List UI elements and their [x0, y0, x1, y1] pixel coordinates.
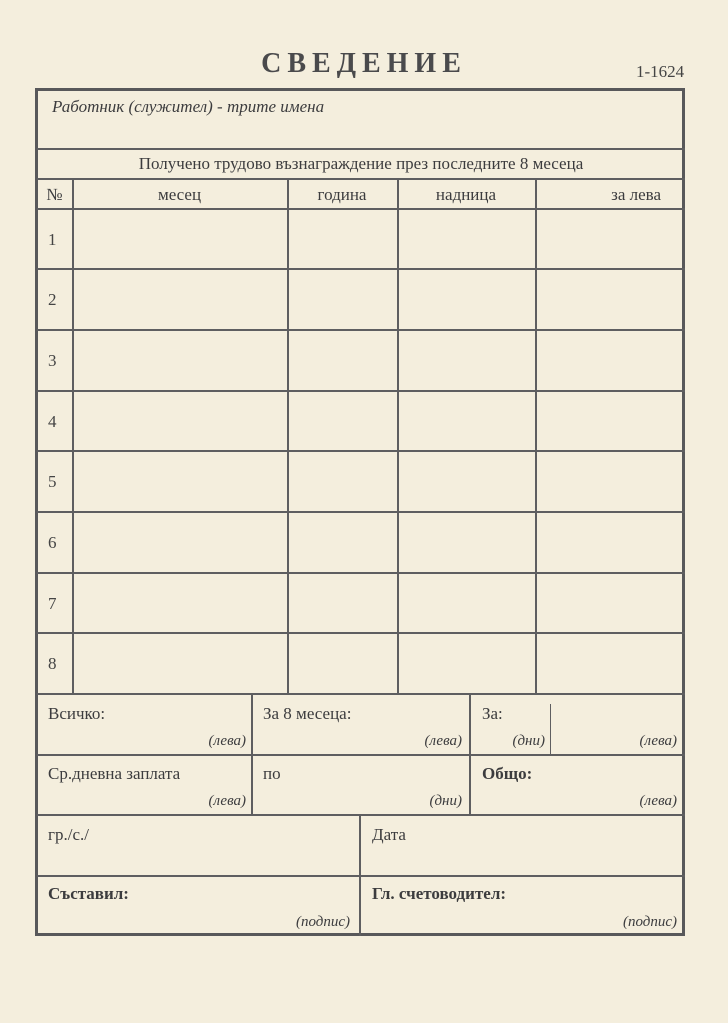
rule-row-2 — [37, 329, 685, 331]
rule-row-8 — [37, 693, 685, 695]
row-number: 6 — [48, 533, 57, 552]
rule-daily-bottom — [37, 814, 685, 816]
col-header-year: година — [317, 185, 367, 204]
employee-name-label: Работник (служител) - трите имена — [52, 97, 325, 116]
rule-totals-bottom — [37, 754, 685, 756]
rule-employee-bottom — [37, 148, 685, 150]
per-label: по — [263, 764, 281, 783]
per-days-unit: (дни) — [429, 793, 462, 809]
col-header-wage: надница — [435, 185, 497, 204]
row-number: 5 — [48, 472, 57, 491]
daily-wage-unit: (лева) — [208, 793, 246, 809]
rule-row-7 — [37, 632, 685, 634]
composed-label: Съставил: — [48, 884, 129, 903]
rule-row-3 — [37, 390, 685, 392]
rule-row-5 — [37, 511, 685, 513]
col-header-month: месец — [157, 185, 202, 204]
row-number: 8 — [48, 654, 57, 673]
row-number: 2 — [48, 290, 57, 309]
total-unit: (лева) — [639, 793, 677, 809]
row-number: 4 — [48, 412, 57, 431]
col-rule-2 — [287, 178, 289, 693]
row-number: 3 — [48, 351, 57, 370]
total-all-label: Всичко: — [48, 704, 106, 723]
col-rule-3 — [397, 178, 399, 693]
for-label: За: — [482, 704, 503, 723]
form-title: СВЕДЕНИЕ — [261, 48, 467, 79]
rule-row-4 — [37, 450, 685, 452]
col-rule-1 — [72, 178, 74, 693]
total-all-unit: (лева) — [208, 733, 246, 749]
totals-rule-2 — [469, 693, 471, 814]
daily-wage-label: Ср.дневна заплата — [48, 764, 181, 783]
totals-rule-1 — [251, 693, 253, 814]
total-label: Общо: — [482, 764, 533, 783]
rule-heading-bottom — [37, 178, 685, 180]
col-header-number: № — [46, 185, 63, 204]
rule-row-1 — [37, 268, 685, 270]
for-leva-unit: (лева) — [639, 733, 677, 749]
composed-signature-label: (подпис) — [295, 914, 350, 930]
city-label: гр./с./ — [48, 825, 89, 844]
accountant-label: Гл. счетоводител: — [372, 884, 507, 903]
form-code: 1-1624 — [636, 62, 685, 81]
rule-columns-bottom — [37, 208, 685, 210]
rule-row-6 — [37, 572, 685, 574]
totals-rule-3 — [550, 704, 551, 754]
eight-months-label: За 8 месеца: — [263, 704, 352, 723]
date-label: Дата — [372, 825, 406, 844]
section-heading: Получено трудово възнаграждение през последните 8 месеца — [138, 154, 584, 173]
eight-months-unit: (лева) — [424, 733, 462, 749]
row-number: 1 — [48, 230, 57, 249]
accountant-signature-label: (подпис) — [622, 914, 677, 930]
rule-footer-mid — [37, 875, 685, 877]
for-days-unit: (дни) — [512, 733, 545, 749]
col-header-leva: за лева — [611, 185, 661, 204]
col-rule-4 — [535, 178, 537, 693]
footer-rule — [359, 814, 361, 936]
row-number: 7 — [48, 594, 57, 613]
